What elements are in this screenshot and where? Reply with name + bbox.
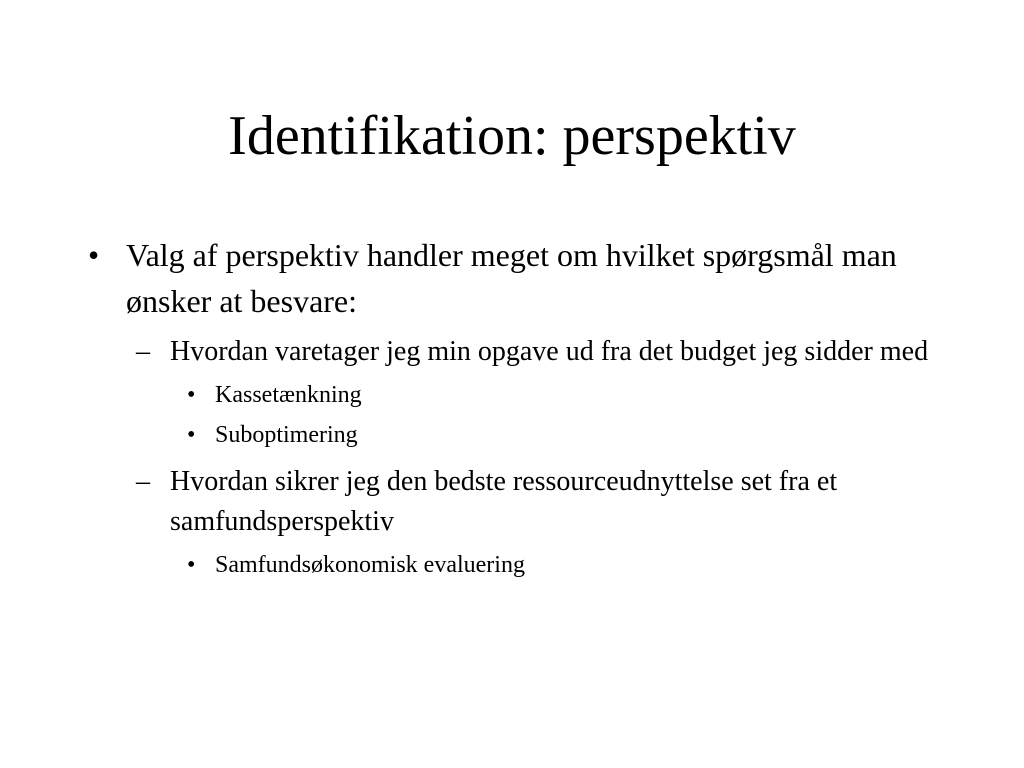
bullet-text: Kassetænkning: [215, 382, 362, 408]
bullet-text: Valg af perspektiv handler meget om hvilket spørgsmål man ønsker at besvare:: [126, 237, 897, 319]
dash-icon: –: [136, 336, 150, 367]
bullet-text: Hvordan varetager jeg min opgave ud fra det budget jeg sidder med: [170, 336, 929, 367]
bullet-dot-icon: •: [187, 422, 196, 448]
bullet-dot-icon: •: [187, 382, 196, 408]
bullet-item-level2: [84, 332, 964, 372]
slide-title: Identifikation: perspektiv: [228, 105, 796, 167]
bullet-item-level1: [84, 232, 964, 324]
bullet-item-level2: [84, 462, 964, 542]
bullet-text: Suboptimering: [215, 422, 358, 448]
bullet-dot-icon: •: [88, 237, 100, 273]
bullet-item-level3: [84, 418, 964, 452]
dash-icon: –: [136, 466, 150, 497]
bullet-text: Hvordan sikrer jeg den bedste ressourceudnyttelse set fra et samfundsperspektiv: [170, 466, 838, 537]
bullet-text: Samfundsøkonomisk evaluering: [215, 552, 525, 578]
bullet-list: [84, 232, 964, 582]
bullet-item-level3: [84, 548, 964, 582]
bullet-item-level3: [84, 378, 964, 412]
bullet-dot-icon: •: [187, 552, 196, 578]
